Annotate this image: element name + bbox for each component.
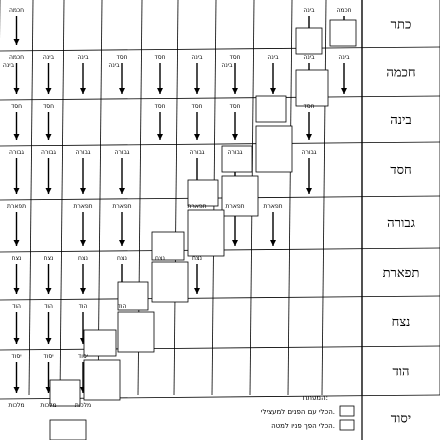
arrow-head-icon: [194, 288, 200, 294]
arrow-head-icon: [232, 240, 238, 246]
arrow-head-icon: [119, 188, 125, 194]
arrow-head-icon: [270, 88, 276, 94]
vessel-box: [84, 330, 116, 356]
arrow-head-icon: [232, 134, 238, 140]
cell-label: גבורה: [301, 149, 317, 156]
arrow-head-icon: [306, 188, 312, 194]
cell-label: גבורה: [227, 149, 243, 156]
cell-label: נצח: [117, 255, 127, 262]
legend-swatch-2: [340, 420, 354, 430]
arrow-head-icon: [46, 288, 52, 294]
column-divider: [29, 0, 33, 395]
arrow-head-icon: [194, 134, 200, 140]
cell-label: יסוד: [11, 353, 22, 360]
vessel-box: [256, 96, 286, 122]
legend-title: המפתח:: [302, 394, 328, 402]
cell-label: גבורה: [75, 149, 91, 156]
cell-label: חסד: [116, 54, 128, 61]
legend-swatch-1: [340, 406, 354, 416]
vessel-box: [256, 126, 292, 172]
cell-label: חכמה: [8, 7, 25, 14]
arrow-head-icon: [270, 240, 276, 246]
cell-label: נצח: [78, 255, 88, 262]
cell-label: תפארת: [187, 203, 207, 210]
arrow-head-icon: [80, 88, 86, 94]
cell-label: גבורה: [189, 149, 205, 156]
cell-label: חסד: [191, 103, 203, 110]
row-label: הוד: [392, 364, 410, 380]
cell-label: בינה: [2, 62, 15, 69]
cell-label: הוד: [44, 303, 53, 310]
row-label: נצח: [391, 315, 411, 330]
cell-label: בינה: [303, 7, 315, 14]
arrow-head-icon: [80, 240, 86, 246]
row-divider: [0, 47, 440, 51]
arrow-head-icon: [14, 240, 20, 246]
cell-label: בינה: [191, 54, 203, 61]
legend-item-2: הכלי הפך פניו למטה.: [271, 422, 335, 430]
cell-label: תפארת: [112, 203, 132, 210]
cell-label: חסד: [42, 103, 55, 110]
arrow-head-icon: [80, 188, 86, 194]
cell-label: בינה: [42, 54, 55, 61]
cell-label: חסד: [10, 103, 23, 110]
cell-label: נצח: [11, 255, 22, 262]
row-label-column: [383, 18, 420, 427]
row-label: בינה: [390, 113, 412, 128]
row-label: כתר: [390, 17, 412, 33]
column-divider: [322, 0, 326, 395]
row-label: גבורה: [387, 216, 415, 231]
cell-label: גבורה: [114, 149, 130, 156]
legend-item-1: הכלי עם הפנים למעצילי.: [260, 408, 335, 416]
cell-label: חסד: [154, 54, 166, 61]
column-divider: [174, 0, 178, 395]
cell-label: בינה: [108, 62, 120, 69]
column-divider: [60, 0, 64, 395]
vessel-box: [118, 312, 154, 352]
row-label: יסוד: [390, 411, 412, 427]
cell-label: הוד: [117, 303, 127, 310]
arrow-head-icon: [46, 88, 52, 94]
arrow-head-icon: [119, 240, 125, 246]
cell-label: הוד: [78, 303, 88, 310]
cell-label: בינה: [303, 54, 315, 61]
arrow-head-icon: [157, 88, 163, 94]
cell-label: תפארת: [263, 203, 283, 210]
arrow-head-icon: [14, 338, 20, 344]
vessel-box: [330, 20, 356, 46]
arrow-head-icon: [14, 134, 20, 140]
cell-label: גבורה: [9, 149, 24, 156]
vessel-box-layer: [50, 20, 356, 440]
cell-label: נצח: [155, 255, 165, 262]
vessel-box: [50, 420, 86, 440]
cell-label: מלכות: [8, 402, 25, 409]
row-label: תפארת: [382, 266, 420, 281]
cell-label: בינה: [221, 62, 233, 69]
arrow-head-icon: [14, 39, 20, 45]
cell-label: גבורה: [41, 149, 56, 156]
cell-label: יסוד: [77, 353, 89, 360]
row-divider: [0, 196, 440, 200]
vessel-box: [222, 176, 258, 216]
cell-label: מלכות: [74, 402, 92, 409]
arrow-head-icon: [14, 387, 20, 393]
cell-label: חסד: [303, 103, 315, 110]
arrow-head-icon: [14, 88, 20, 94]
arrow-head-icon: [119, 88, 125, 94]
arrow-head-icon: [232, 88, 238, 94]
cell-label: נצח: [192, 255, 202, 262]
vessel-box: [152, 262, 188, 302]
row-label: חכמה: [386, 65, 416, 81]
vessel-box: [296, 28, 322, 54]
cell-label: חסד: [154, 103, 166, 110]
row-divider: [0, 346, 440, 350]
vessel-box: [188, 210, 224, 256]
cell-label: תפארת: [6, 203, 27, 210]
vessel-box: [84, 360, 120, 400]
cell-label: נצח: [43, 255, 54, 262]
cell-label: חסד: [229, 103, 241, 110]
arrow-head-icon: [46, 338, 52, 344]
cell-label: תפארת: [73, 203, 93, 210]
cell-label: תפארת: [225, 203, 245, 210]
row-divider: [0, 96, 440, 100]
arrow-head-icon: [46, 134, 52, 140]
cell-label: מלכות: [40, 402, 57, 409]
cell-label: יסוד: [43, 353, 54, 360]
row-label: חסד: [390, 163, 412, 178]
arrow-head-icon: [341, 88, 347, 94]
arrow-head-icon: [306, 134, 312, 140]
row-divider: [0, 296, 440, 300]
cell-label: בינה: [338, 54, 350, 61]
row-divider: [0, 142, 440, 146]
cell-label: חסד: [229, 54, 241, 61]
arrow-head-icon: [14, 288, 20, 294]
arrow-head-icon: [157, 134, 163, 140]
cell-label: חכמה: [8, 54, 25, 61]
arrow-head-icon: [194, 88, 200, 94]
arrow-head-icon: [46, 188, 52, 194]
vessel-box: [296, 70, 328, 106]
legend: [261, 394, 354, 430]
arrow-head-icon: [80, 288, 86, 294]
cell-label: בינה: [267, 54, 279, 61]
arrow-head-icon: [14, 188, 20, 194]
cell-label: חכמה: [336, 7, 352, 14]
cell-label: הוד: [12, 303, 21, 310]
cell-label: בינה: [77, 54, 89, 61]
